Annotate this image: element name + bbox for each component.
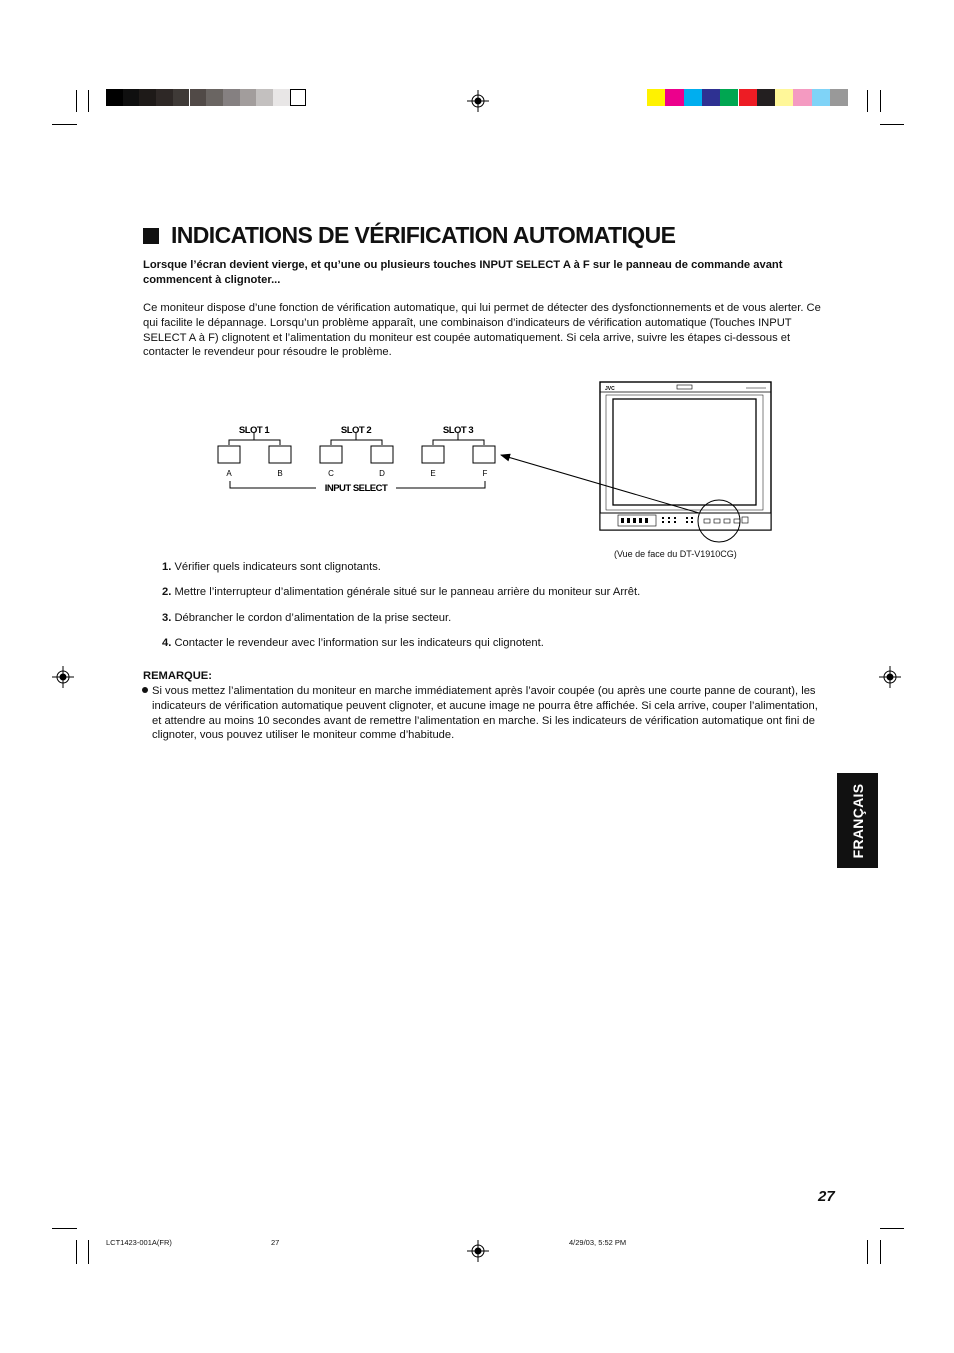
calibration-swatch	[273, 89, 290, 106]
calibration-swatch	[739, 89, 757, 106]
calibration-swatch	[190, 89, 207, 106]
key-label: C	[328, 469, 334, 478]
page-title	[143, 222, 675, 249]
color-calibration-bar	[647, 89, 848, 106]
key-label: D	[379, 469, 385, 478]
key-label: F	[482, 469, 488, 478]
step-item: 2. Mettre l’interrupteur d’alimentation générale situé sur le panneau arrière du moniteur sur Arrêt.	[162, 586, 641, 598]
calibration-swatch	[256, 89, 273, 106]
square-bullet-icon	[143, 228, 159, 244]
language-tab	[837, 773, 878, 868]
input-select-label: INPUT SELECT	[324, 483, 388, 494]
registration-target-icon	[467, 1240, 489, 1262]
step-item: 4. Contacter le revendeur avec l’information sur les indicateurs qui clignotent.	[162, 637, 544, 649]
bullet-icon	[142, 687, 148, 693]
figure-caption: (Vue de face du DT-V1910CG)	[614, 549, 737, 559]
calibration-swatch	[830, 89, 848, 106]
footer-timestamp: 4/29/03, 5:52 PM	[569, 1238, 627, 1247]
calibration-swatch	[702, 89, 720, 106]
calibration-swatch	[757, 89, 775, 106]
key-label: E	[430, 469, 436, 478]
calibration-swatch	[139, 89, 156, 106]
calibration-swatch	[812, 89, 830, 106]
calibration-swatch	[775, 89, 793, 106]
footer-doc-code: LCT1423-001A(FR)	[106, 1238, 172, 1247]
lead-paragraph: Lorsque l’écran devient vierge, et qu’une ou plusieurs touches INPUT SELECT A à F sur le panneau de commande avant commencent à clignoter...	[143, 259, 783, 286]
step-item: 3. Débrancher le cordon d’alimentation de la prise secteur.	[162, 612, 452, 624]
key-label: B	[277, 469, 283, 478]
calibration-swatch	[647, 89, 665, 106]
calibration-swatch	[173, 89, 190, 106]
registration-target-icon	[52, 666, 74, 688]
registration-target-icon	[879, 666, 901, 688]
remark-paragraph: Si vous mettez l’alimentation du moniteur en marche immédiatement après l’avoir coupée (ou après une courte panne de courant), les indicateurs de vérification automatique peuvent clignoter, et aucune image ne pourra être affichée. Si cela arrive, couper l’alimentation, et attendre au moins 10 secondes avant de remettre l’alimentation en marche. Si les indicateurs de vérification automatique ont fini de clignoter, vous pouvez utiliser le moniteur comme d’habitude.	[152, 685, 818, 742]
calibration-swatch	[665, 89, 683, 106]
slot-label: SLOT 1	[238, 425, 270, 436]
calibration-swatch	[156, 89, 173, 106]
calibration-swatch	[290, 89, 307, 106]
calibration-swatch	[684, 89, 702, 106]
monitor-front-illustration	[490, 380, 780, 545]
calibration-swatch	[223, 89, 240, 106]
calibration-swatch	[206, 89, 223, 106]
intro-paragraph: Ce moniteur dispose d’une fonction de vérification automatique, qui lui permet de détecter des dysfonctionnements et de vous alerter. Ce qui facilite le dépannage. Lorsqu’un problème apparaît, une combinaison d’indicateurs de vérification automatique (Touches INPUT SELECT A à F) clignotent et l’alimentation du moniteur est coupée automatiquement. Si cela arrive, suivre les étapes ci-dessous et contacter le revendeur pour résoudre le problème.	[143, 302, 821, 359]
calibration-swatch	[240, 89, 257, 106]
page-number: 27	[818, 1188, 835, 1205]
calibration-swatch	[793, 89, 811, 106]
step-item: 1. Vérifier quels indicateurs sont clignotants.	[162, 561, 381, 573]
remark-heading: REMARQUE:	[143, 670, 212, 682]
calibration-swatch	[123, 89, 140, 106]
input-select-diagram	[210, 420, 520, 502]
footer-page: 27	[271, 1238, 280, 1247]
gray-calibration-bar	[106, 89, 306, 106]
calibration-swatch	[106, 89, 123, 106]
slot-label: SLOT 2	[340, 425, 372, 436]
language-tab-label: FRANÇAIS	[849, 783, 866, 858]
key-label: A	[226, 469, 232, 478]
slot-label: SLOT 3	[442, 425, 474, 436]
calibration-swatch	[720, 89, 738, 106]
brand-logo: JVC	[605, 386, 615, 392]
page-title-text: INDICATIONS DE VÉRIFICATION AUTOMATIQUE	[171, 222, 676, 248]
registration-target-icon	[467, 90, 489, 112]
